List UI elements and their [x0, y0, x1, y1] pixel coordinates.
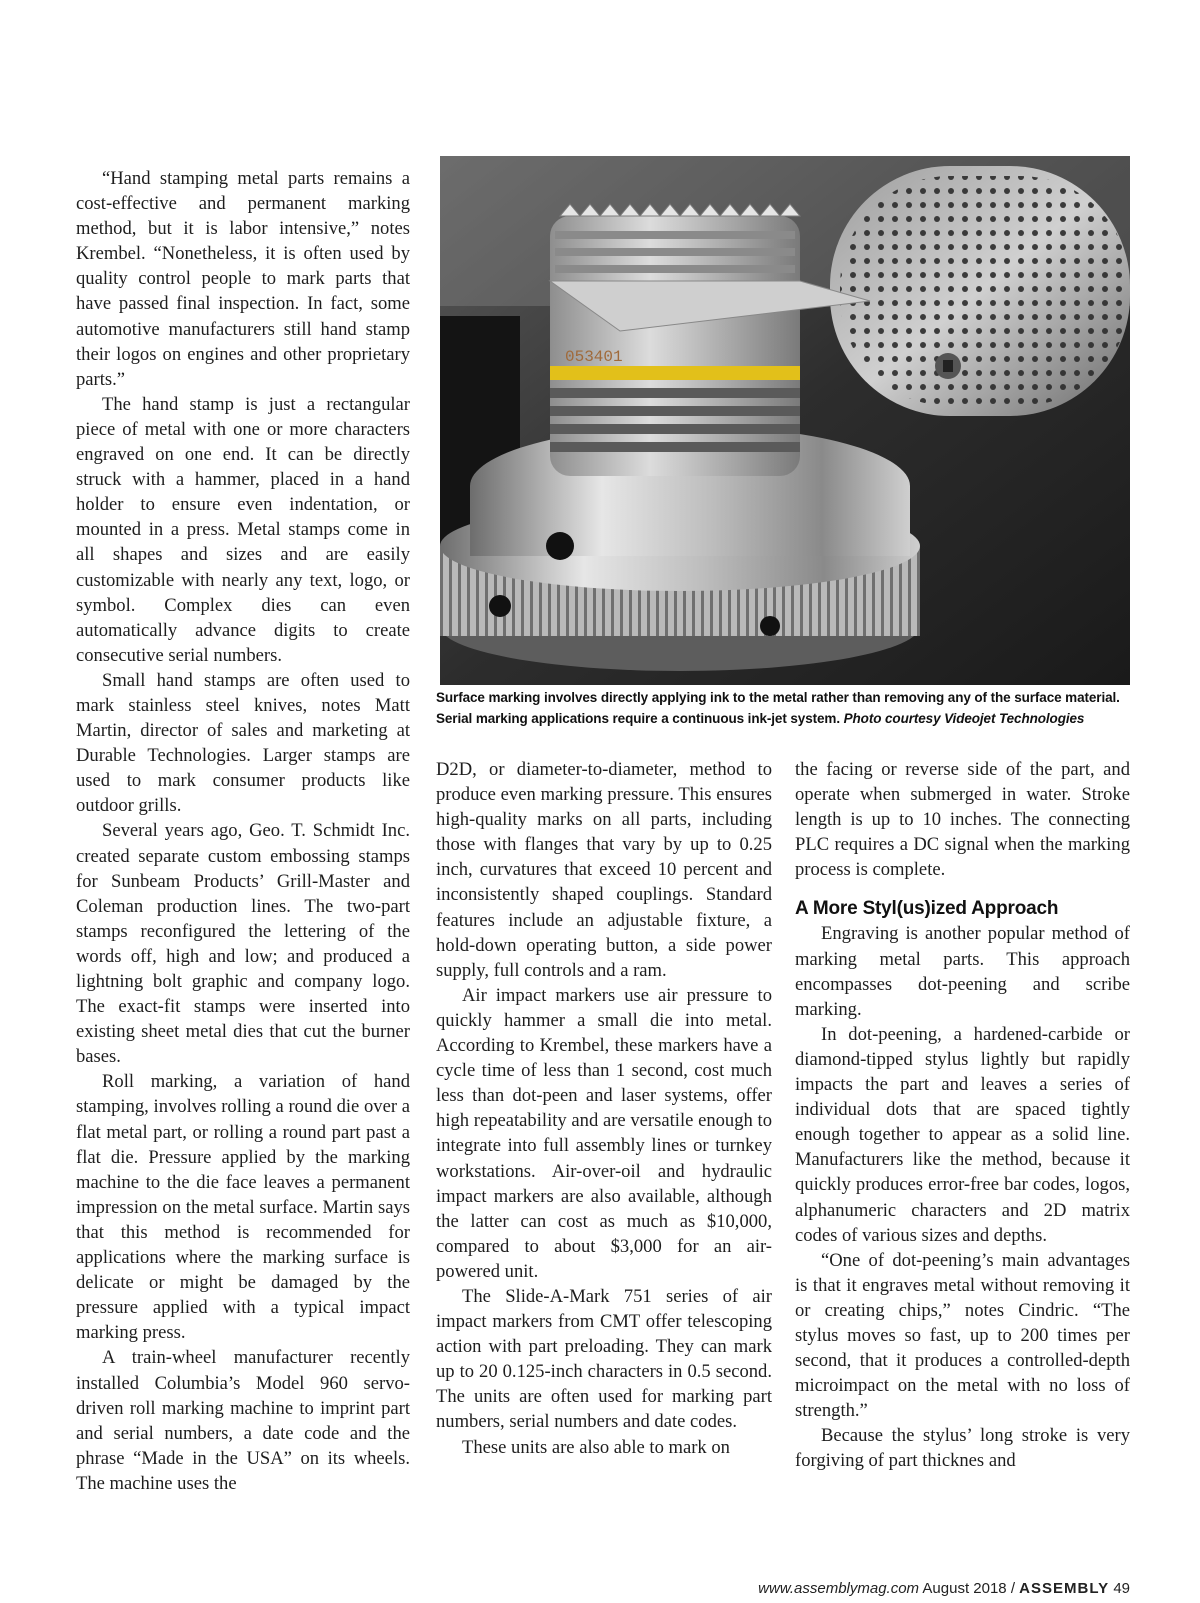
- footer-separator: /: [1010, 1580, 1015, 1597]
- paragraph: the facing or reverse side of the part, and operate when submerged in water. Stroke length is up to 10 inches. The connecting PLC requires a DC signal when the marking process is complete.: [795, 759, 1130, 881]
- paragraph: Engraving is another popular method of marking metal parts. This approach encompasses dot-peening and scribe marking.: [795, 923, 1130, 1020]
- caption-text: Surface marking involves directly applying ink to the metal rather than removing any of the surface material. Serial marking applications require a continuous ink-jet system.: [436, 690, 1120, 726]
- paragraph: Small hand stamps are often used to mark stainless steel knives, notes Matt Martin, director of sales and marketing at Durable Technologies. Larger stamps are used to mark consumer products like outdoor grills.: [76, 669, 410, 817]
- article-column-3: [795, 757, 1130, 1474]
- photo-caption: [436, 687, 1130, 729]
- footer-date: August 2018: [922, 1580, 1007, 1597]
- footer-url[interactable]: www.assemblymag.com: [758, 1580, 920, 1597]
- paragraph: Roll marking, a variation of hand stamping, involves rolling a round die over a flat metal part, or rolling a round part past a flat die. Pressure applied by the marking machine to the die face leaves a permanent impression on the metal surface. Martin says that this method is recommended for applications where the marking surface is delicate or might be damaged by the pressure applied with a typical impact marking press.: [76, 1071, 410, 1344]
- paragraph: Air impact markers use air pressure to quickly hammer a small die into metal. According to Krembel, these markers have a cycle time of less than 1 second, cost much less than dot-peen and laser systems, offer high repeatability and are versatile enough to integrate into full assembly lines or turnkey workstations. Air-over-oil and hydraulic impact markers are also available, although the latter can cost as much as $10,000, compared to about $3,000 for an air-powered unit.: [436, 984, 772, 1282]
- paragraph: Several years ago, Geo. T. Schmidt Inc. created separate custom embossing stamps for Sunbeam Products’ Grill-Master and Coleman production lines. The two-part stamps reconfigured the lettering of the words off, high and low; and produced a lightning bolt graphic and company logo. The exact-fit stamps were inserted into existing sheet metal dies that cut the burner bases.: [76, 820, 410, 1068]
- page-number: 49: [1113, 1580, 1130, 1597]
- caption-credit: Photo courtesy Videojet Technologies: [843, 711, 1085, 726]
- print-head: [830, 166, 1130, 416]
- paragraph: A train-wheel manufacturer recently installed Columbia’s Model 960 servo-driven roll marking machine to imprint part and serial numbers, a date code and the phrase “Made in the USA” on its wheels. The machine uses the: [76, 1347, 410, 1494]
- paragraph: The hand stamp is just a rectangular piece of metal with one or more characters engraved on one end. It can be directly struck with a hammer, placed in a hand holder to ensure even indentation, or mounted in a press. Metal stamps come in all shapes and sizes and are easily customizable with nearly any text, logo, or symbol. Complex dies can even automatically advance digits to create consecutive serial numbers.: [76, 393, 410, 666]
- paragraph: Because the stylus’ long stroke is very forgiving of part thicknes and: [795, 1425, 1130, 1472]
- marking-machine-photo: [440, 156, 1130, 685]
- article-photo: [440, 156, 1130, 685]
- article-column-1: [76, 166, 410, 1496]
- page-footer: [758, 1580, 1130, 1597]
- magazine-name: ASSEMBLY: [1019, 1580, 1110, 1597]
- paragraph: In dot-peening, a hardened-carbide or diamond-tipped stylus lightly but rapidly impacts the part and leaves a series of individual dots that are spaced tightly enough together to appear as a solid line. Manufacturers like the method, because it quickly produces error-free bar codes, logos, alphanumeric characters and 2D matrix codes of various sizes and depths.: [795, 1023, 1130, 1246]
- paragraph: These units are also able to mark on: [462, 1436, 730, 1458]
- serial-marking: 053401: [565, 348, 623, 366]
- paragraph: “Hand stamping metal parts remains a cost-effective and permanent marking method, but it is labor intensive,” notes Krembel. “Nonetheless, it is often used by quality control people to mark parts that have passed final inspection. In fact, some automotive manufacturers still hand stamp their logos on engines and other proprietary parts.”: [76, 168, 410, 390]
- section-heading: A More Styl(us)ized Approach: [795, 898, 1059, 920]
- article-column-2: [436, 757, 772, 1460]
- paragraph: D2D, or diameter-to-diameter, method to produce even marking pressure. This ensures high-quality marks on all parts, including those with flanges that vary by up to 0.25 inch, curvatures that exceed 10 percent and inconsistently shaped couplings. Standard features include an adjustable fixture, a hold-down operating button, a side power supply, full controls and a ram.: [436, 759, 772, 981]
- paragraph: “One of dot-peening’s main advantages is that it engraves metal without removing it or creating chips,” notes Cindric. “The stylus moves so fast, up to 200 times per second, that it produces a controlled-depth microimpact on the metal with no loss of strength.”: [795, 1249, 1130, 1422]
- paragraph: The Slide-A-Mark 751 series of air impact markers from CMT offer telescoping action with part preloading. They can mark up to 20 0.125-inch characters in 0.5 second. The units are often used for marking part numbers, serial numbers and date codes.: [436, 1285, 772, 1433]
